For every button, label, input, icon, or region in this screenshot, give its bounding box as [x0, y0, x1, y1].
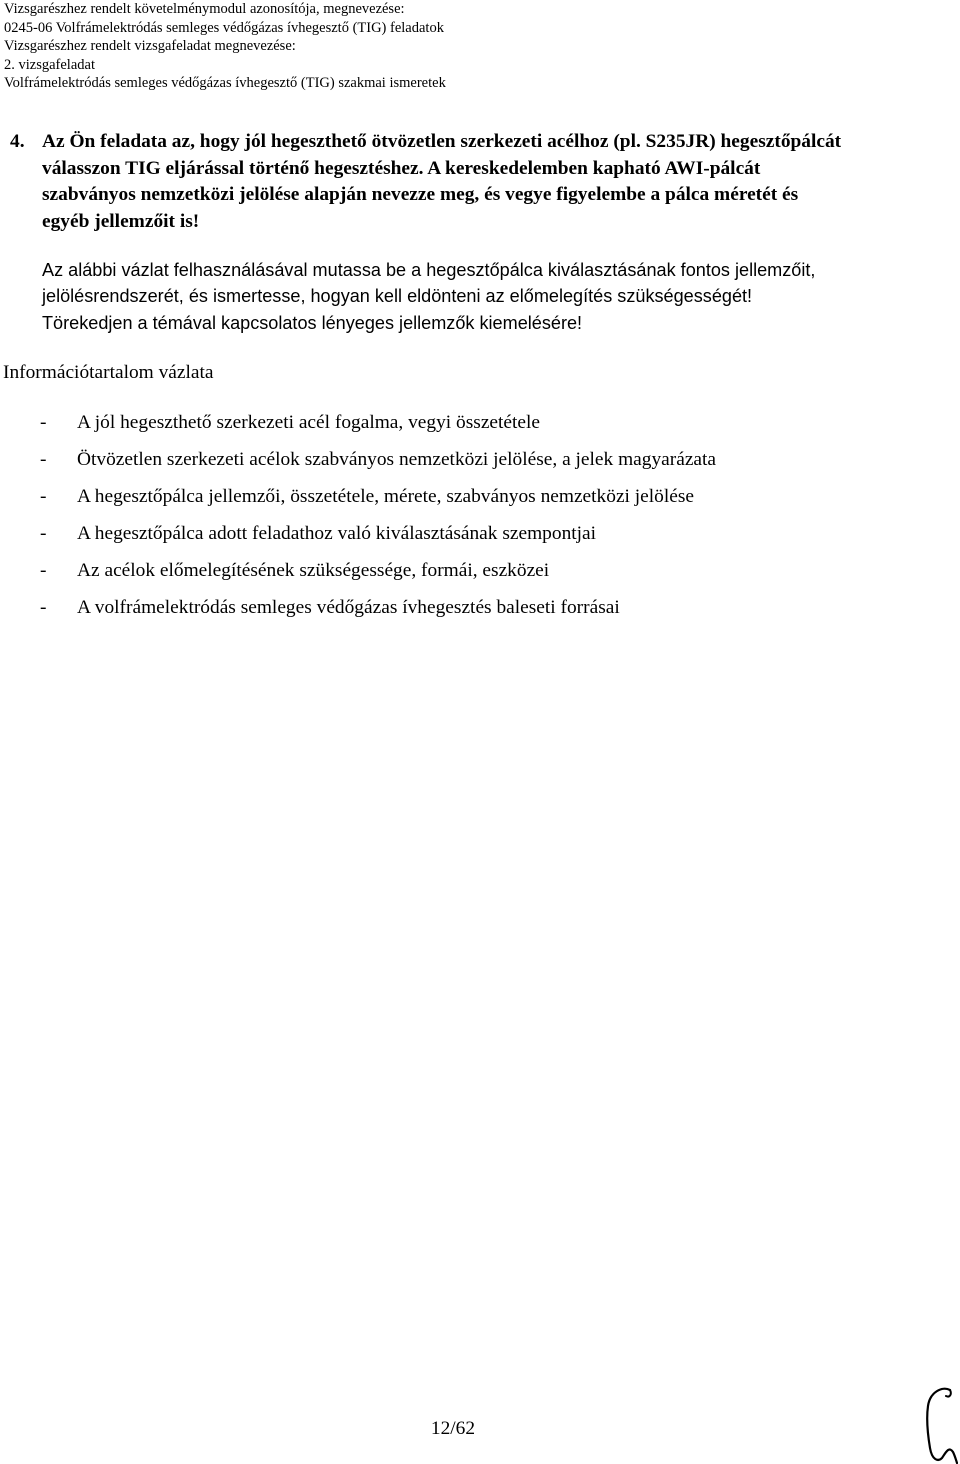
question-number: 4.	[10, 131, 25, 152]
bullet-dash: -	[40, 597, 47, 618]
document-header	[4, 0, 446, 93]
list-item	[40, 447, 716, 484]
list-item	[40, 484, 716, 521]
bullet-dash: -	[40, 523, 47, 544]
list-item-text: A hegesztőpálca jellemzői, összetétele, mérete, szabványos nemzetközi jelölése	[77, 486, 695, 507]
list-item	[40, 595, 716, 632]
list-item	[40, 410, 716, 447]
question-instruction: Az alábbi vázlat felhasználásával mutassa be a hegesztőpálca kiválasztásának fontos jellemzőit, jelölésrendszerét, és ismertesse, hogyan kell eldönteni az előmelegítés szükségességét! Törekedjen a témával kapcsolatos lényeges jellemzők kiemelésére!	[42, 260, 816, 333]
header-line: Vizsgarészhez rendelt vizsgafeladat megnevezése:	[4, 38, 296, 55]
header-line: 2. vizsgafeladat	[4, 56, 95, 73]
question-text: Az Ön feladata az, hogy jól hegeszthető ötvözetlen szerkezeti acélhoz (pl. S235JR) hegesztőpálcát válasszon TIG eljárással történő hegesztéshez. A kereskedelemben kapható AWI-pálcát szabványos nemzetközi jelölése alapján nevezze meg, és vegye figyelembe a pálca méretét és egyéb jellemzőit is!	[42, 131, 842, 232]
header-line: 0245-06 Volfrámelektródás semleges védőgázas ívhegesztő (TIG) feladatok	[4, 19, 444, 36]
page-number: 12/62	[430, 1418, 476, 1439]
signature-mark	[916, 1384, 958, 1464]
list-item-text: Az acélok előmelegítésének szükségessége, formái, eszközei	[77, 560, 550, 581]
list-item	[40, 558, 716, 595]
bullet-dash: -	[40, 449, 47, 470]
bullet-dash: -	[40, 486, 47, 507]
bullet-dash: -	[40, 412, 47, 433]
question-block	[10, 129, 845, 235]
header-line: Volfrámelektródás semleges védőgázas ívhegesztő (TIG) szakmai ismeretek	[4, 75, 446, 92]
list-item	[40, 521, 716, 558]
list-item-text: A volfrámelektródás semleges védőgázas ívhegesztés baleseti forrásai	[77, 597, 620, 618]
list-item-text: A jól hegeszthető szerkezeti acél fogalma, vegyi összetétele	[77, 412, 541, 433]
list-item-text: A hegesztőpálca adott feladathoz való kiválasztásának szempontjai	[77, 523, 597, 544]
list-item-text: Ötvözetlen szerkezeti acélok szabványos nemzetközi jelölése, a jelek magyarázata	[77, 449, 717, 470]
outline-list	[40, 410, 716, 632]
bullet-dash: -	[40, 560, 47, 581]
header-line: Vizsgarészhez rendelt követelménymodul azonosítója, megnevezése:	[4, 1, 405, 17]
outline-title: Információtartalom vázlata	[3, 362, 214, 383]
